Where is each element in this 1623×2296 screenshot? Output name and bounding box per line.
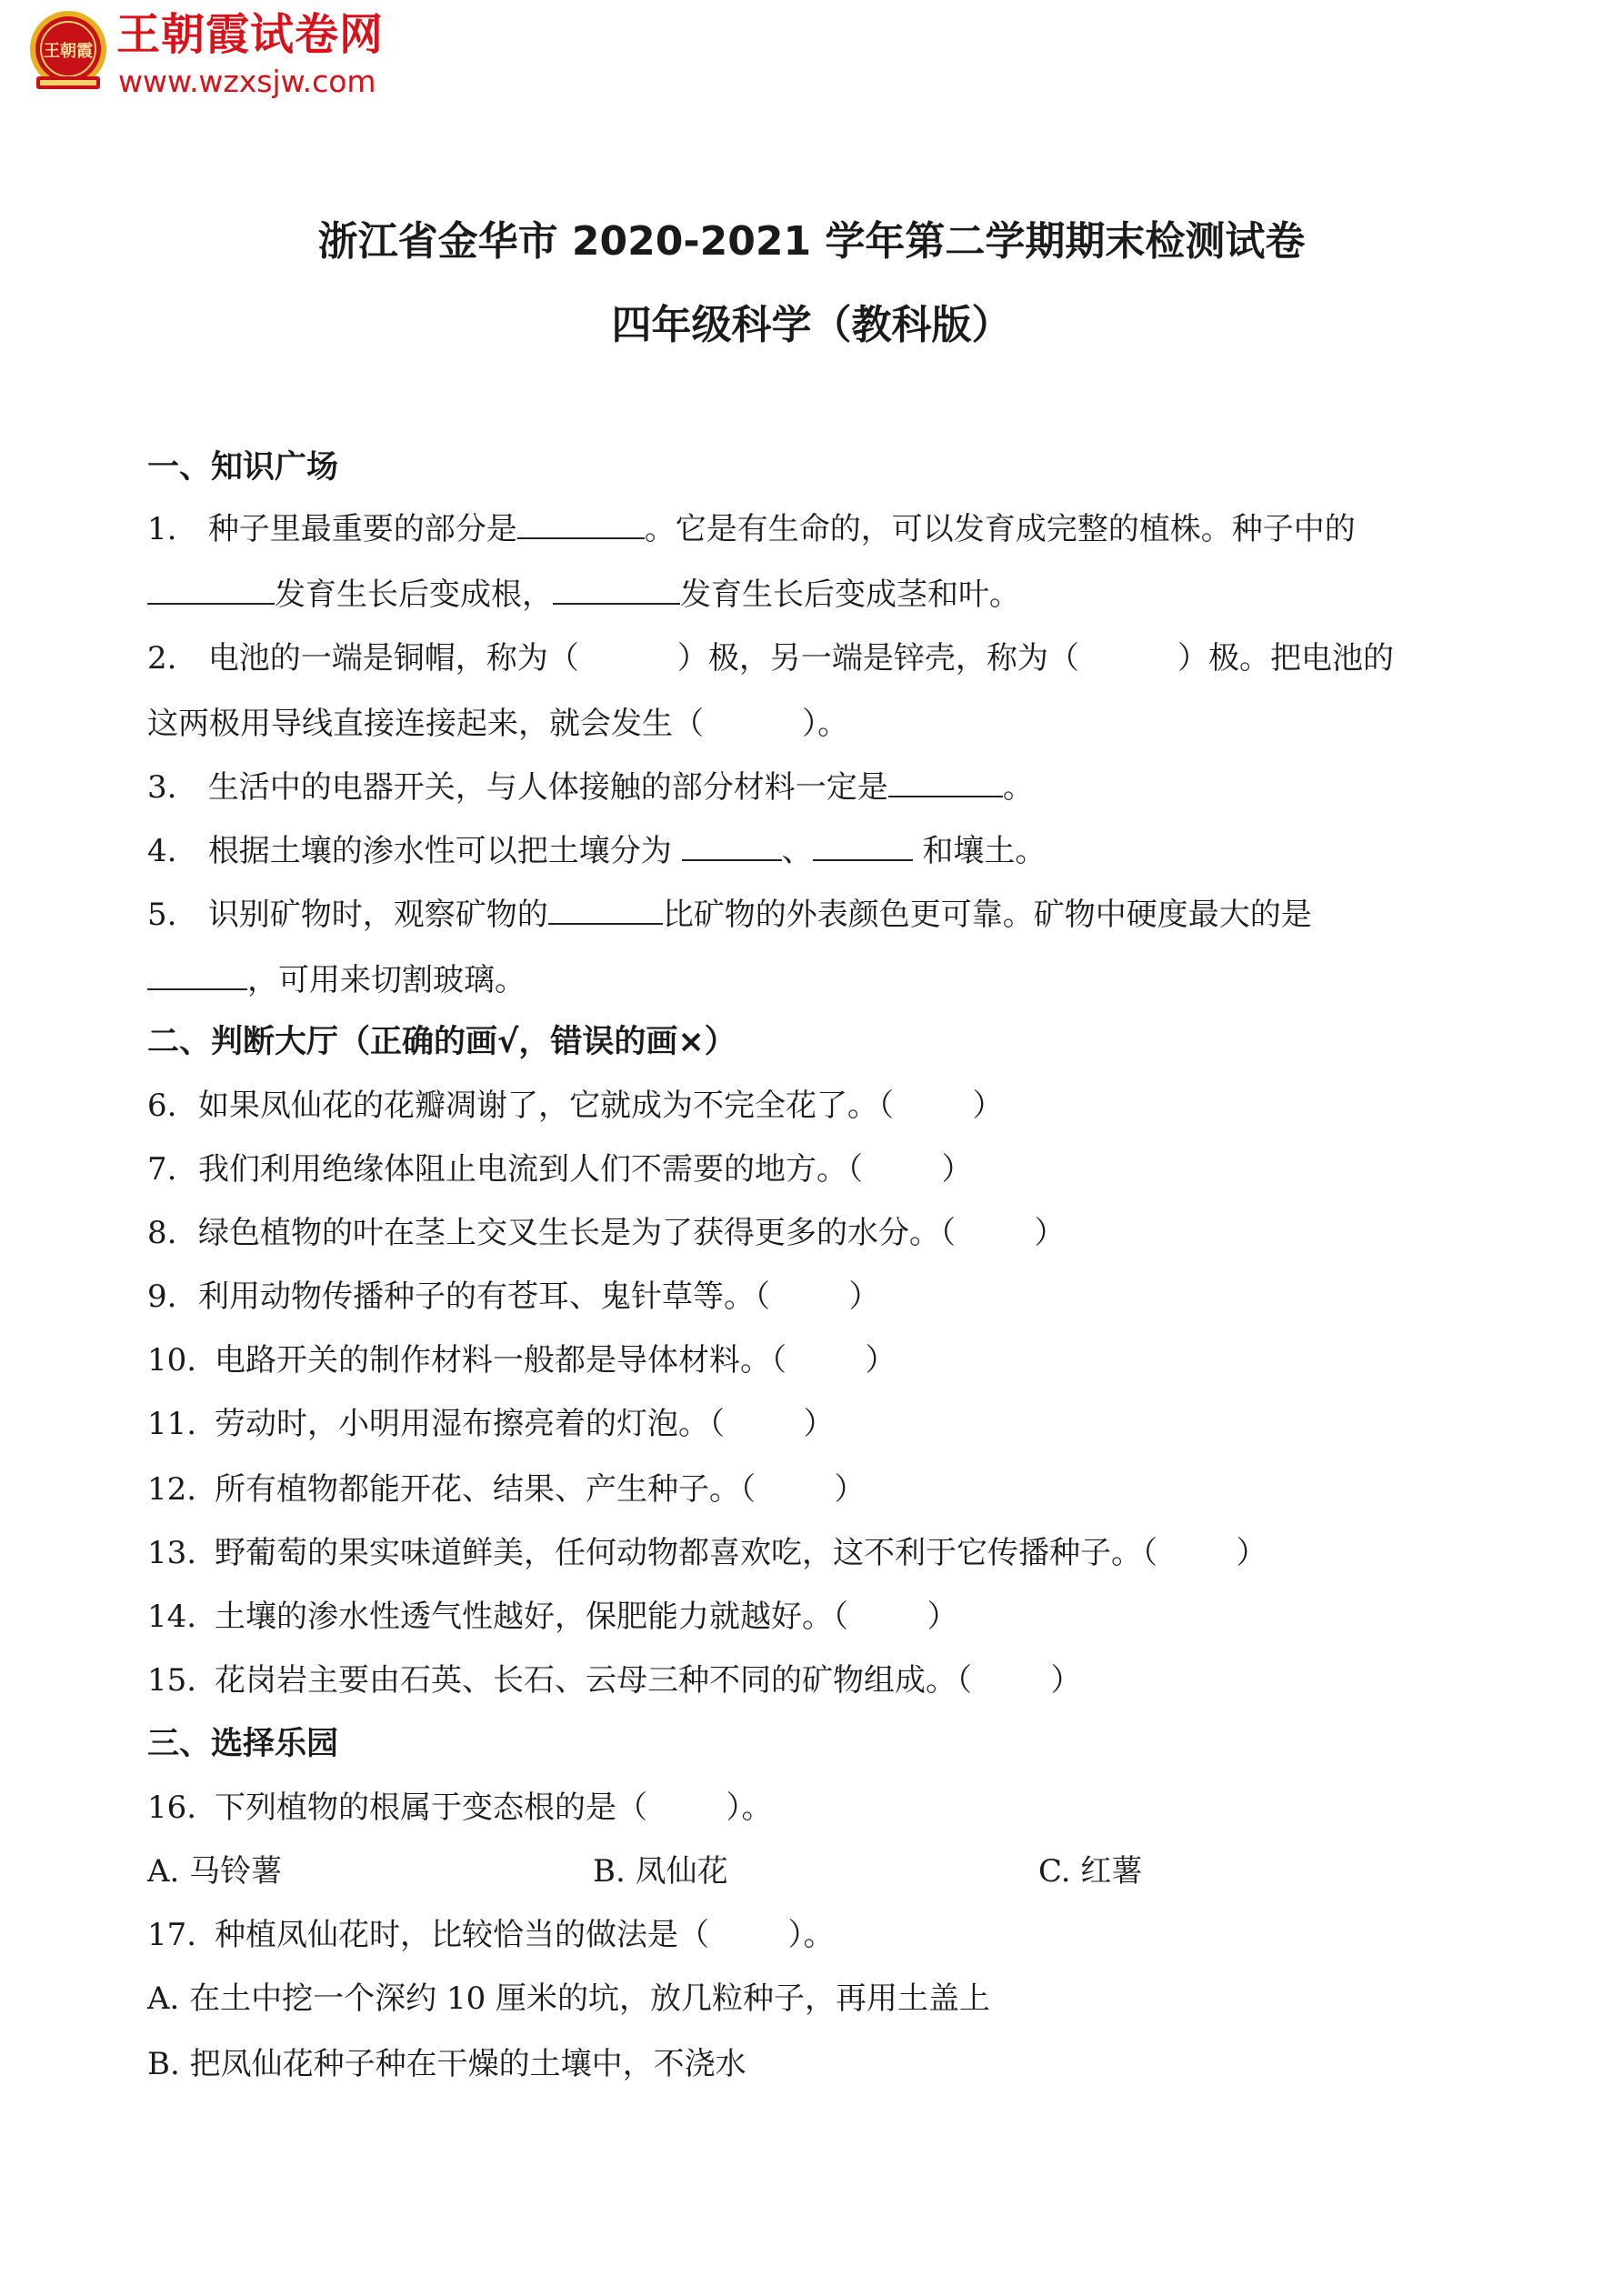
question-text: 识别矿物时，观察矿物的 bbox=[207, 897, 548, 933]
question-text: 比矿物的外表颜色更可靠。矿物中硬度最大的是 bbox=[662, 897, 1312, 933]
question-number: 16. bbox=[147, 1790, 197, 1826]
question-number: 2. bbox=[147, 640, 177, 677]
page-subtitle: 四年级科学（教科版） bbox=[611, 302, 1012, 348]
choice-question-16 bbox=[147, 1786, 1484, 1830]
question-2-line-2 bbox=[147, 702, 1484, 746]
question-5-line-2 bbox=[147, 958, 1484, 1002]
judge-question-7 bbox=[147, 1148, 1484, 1191]
answer-blank[interactable] bbox=[888, 767, 1003, 797]
judge-question-10 bbox=[147, 1338, 1484, 1382]
question-number: 10. bbox=[147, 1342, 197, 1379]
question-1-line-2 bbox=[147, 573, 1484, 617]
judge-question-9 bbox=[147, 1275, 1484, 1318]
question-text: 、 bbox=[781, 833, 813, 869]
question-text: 利用动物传播种子的有苍耳、鬼针草等。（ ） bbox=[198, 1278, 880, 1315]
question-number: 15. bbox=[147, 1662, 197, 1699]
question-text: 种植凤仙花时，比较恰当的做法是（ ）。 bbox=[215, 1917, 835, 1953]
judge-question-13 bbox=[147, 1531, 1484, 1575]
question-text: 花岗岩主要由石英、长石、云母三种不同的矿物组成。（ ） bbox=[215, 1662, 1082, 1699]
judge-question-11 bbox=[147, 1402, 1484, 1446]
question-text: 我们利用绝缘体阻止电流到人们不需要的地方。（ ） bbox=[198, 1151, 973, 1188]
judge-question-6 bbox=[147, 1084, 1484, 1128]
question-16-options bbox=[147, 1850, 1484, 1893]
svg-text:王朝霞: 王朝霞 bbox=[44, 42, 93, 61]
option-b[interactable]: B. 凤仙花 bbox=[593, 1853, 728, 1890]
question-text: 野葡萄的果实味道鲜美，任何动物都喜欢吃，这不利于它传播种子。（ ） bbox=[215, 1535, 1267, 1571]
question-text: 。它是有生命的，可以发育成完整的植株。种子中的 bbox=[644, 511, 1356, 547]
question-3 bbox=[147, 766, 1484, 809]
question-number: 3. bbox=[147, 769, 177, 806]
question-text: 土壤的渗水性透气性越好，保肥能力就越好。（ ） bbox=[215, 1599, 958, 1635]
answer-blank[interactable] bbox=[682, 830, 782, 861]
answer-blank[interactable] bbox=[147, 574, 275, 605]
question-2-line-1 bbox=[147, 637, 1484, 680]
judge-question-8 bbox=[147, 1211, 1484, 1255]
answer-blank[interactable] bbox=[813, 830, 913, 861]
option-a[interactable]: A. 马铃薯 bbox=[147, 1853, 283, 1890]
question-text: 下列植物的根属于变态根的是（ ）。 bbox=[215, 1790, 773, 1826]
judge-question-12 bbox=[147, 1468, 1484, 1511]
question-text: 所有植物都能开花、结果、产生种子。（ ） bbox=[215, 1471, 866, 1508]
answer-blank[interactable] bbox=[548, 894, 663, 925]
question-1-line-1 bbox=[147, 507, 1484, 551]
brand-name: 王朝霞试卷网 bbox=[116, 9, 385, 60]
question-text: 。 bbox=[1002, 769, 1034, 806]
question-text: 和壤土。 bbox=[912, 833, 1047, 869]
question-number: 12. bbox=[147, 1471, 197, 1508]
question-text: 根据土壤的渗水性可以把土壤分为 bbox=[207, 833, 682, 869]
section-heading-knowledge: 一、知识广场 bbox=[147, 449, 339, 486]
judge-question-15 bbox=[147, 1659, 1484, 1702]
question-number: 14. bbox=[147, 1599, 197, 1635]
question-text: 发育生长后变成茎和叶。 bbox=[680, 577, 1020, 613]
question-17-option-b[interactable]: B. 把凤仙花种子种在干燥的土壤中，不浇水 bbox=[147, 2046, 746, 2082]
question-text: 如果凤仙花的花瓣凋谢了，它就成为不完全花了。（ ） bbox=[198, 1088, 1004, 1124]
question-number: 6. bbox=[147, 1088, 177, 1124]
section-heading-choice: 三、选择乐园 bbox=[147, 1726, 339, 1762]
question-text: 生活中的电器开关，与人体接触的部分材料一定是 bbox=[207, 769, 888, 806]
question-4 bbox=[147, 829, 1484, 873]
judge-question-14 bbox=[147, 1595, 1484, 1639]
question-text: ，可用来切割玻璃。 bbox=[247, 962, 526, 998]
question-text: 发育生长后变成根， bbox=[275, 577, 553, 613]
question-5-line-1 bbox=[147, 893, 1484, 937]
question-17-option-a[interactable]: A. 在土中挖一个深约 10 厘米的坑，放几粒种子，再用土盖上 bbox=[147, 1980, 991, 2017]
question-text: 电池的一端是铜帽，称为（ ）极，另一端是锌壳，称为（ ）极。把电池的 bbox=[207, 640, 1394, 677]
question-text: 种子里最重要的部分是 bbox=[207, 511, 517, 547]
question-text: 电路开关的制作材料一般都是导体材料。（ ） bbox=[215, 1342, 897, 1379]
brand-url: www.wzxsjw.com bbox=[118, 64, 376, 99]
question-number: 13. bbox=[147, 1535, 197, 1571]
question-number: 5. bbox=[147, 897, 177, 933]
question-number: 9. bbox=[147, 1278, 177, 1315]
answer-blank[interactable] bbox=[147, 959, 247, 990]
answer-blank[interactable] bbox=[553, 574, 680, 605]
question-number: 17. bbox=[147, 1917, 197, 1953]
section-heading-judgment: 二、判断大厅（正确的画√，错误的画×） bbox=[147, 1024, 736, 1060]
option-c[interactable]: C. 红薯 bbox=[1038, 1853, 1143, 1890]
question-text: 这两极用导线直接连接起来，就会发生（ ）。 bbox=[147, 706, 849, 742]
question-number: 4. bbox=[147, 833, 177, 869]
question-number: 1. bbox=[147, 511, 177, 547]
page-title: 浙江省金华市 2020-2021 学年第二学期期末检测试卷 bbox=[317, 218, 1306, 265]
choice-question-17 bbox=[147, 1913, 1484, 1957]
question-text: 劳动时，小明用湿布擦亮着的灯泡。（ ） bbox=[215, 1406, 835, 1442]
question-number: 8. bbox=[147, 1215, 177, 1251]
brand-seal-logo bbox=[27, 9, 109, 93]
question-number: 11. bbox=[147, 1406, 197, 1442]
answer-blank[interactable] bbox=[517, 508, 645, 539]
question-text: 绿色植物的叶在茎上交叉生长是为了获得更多的水分。（ ） bbox=[198, 1215, 1066, 1251]
question-number: 7. bbox=[147, 1151, 177, 1188]
